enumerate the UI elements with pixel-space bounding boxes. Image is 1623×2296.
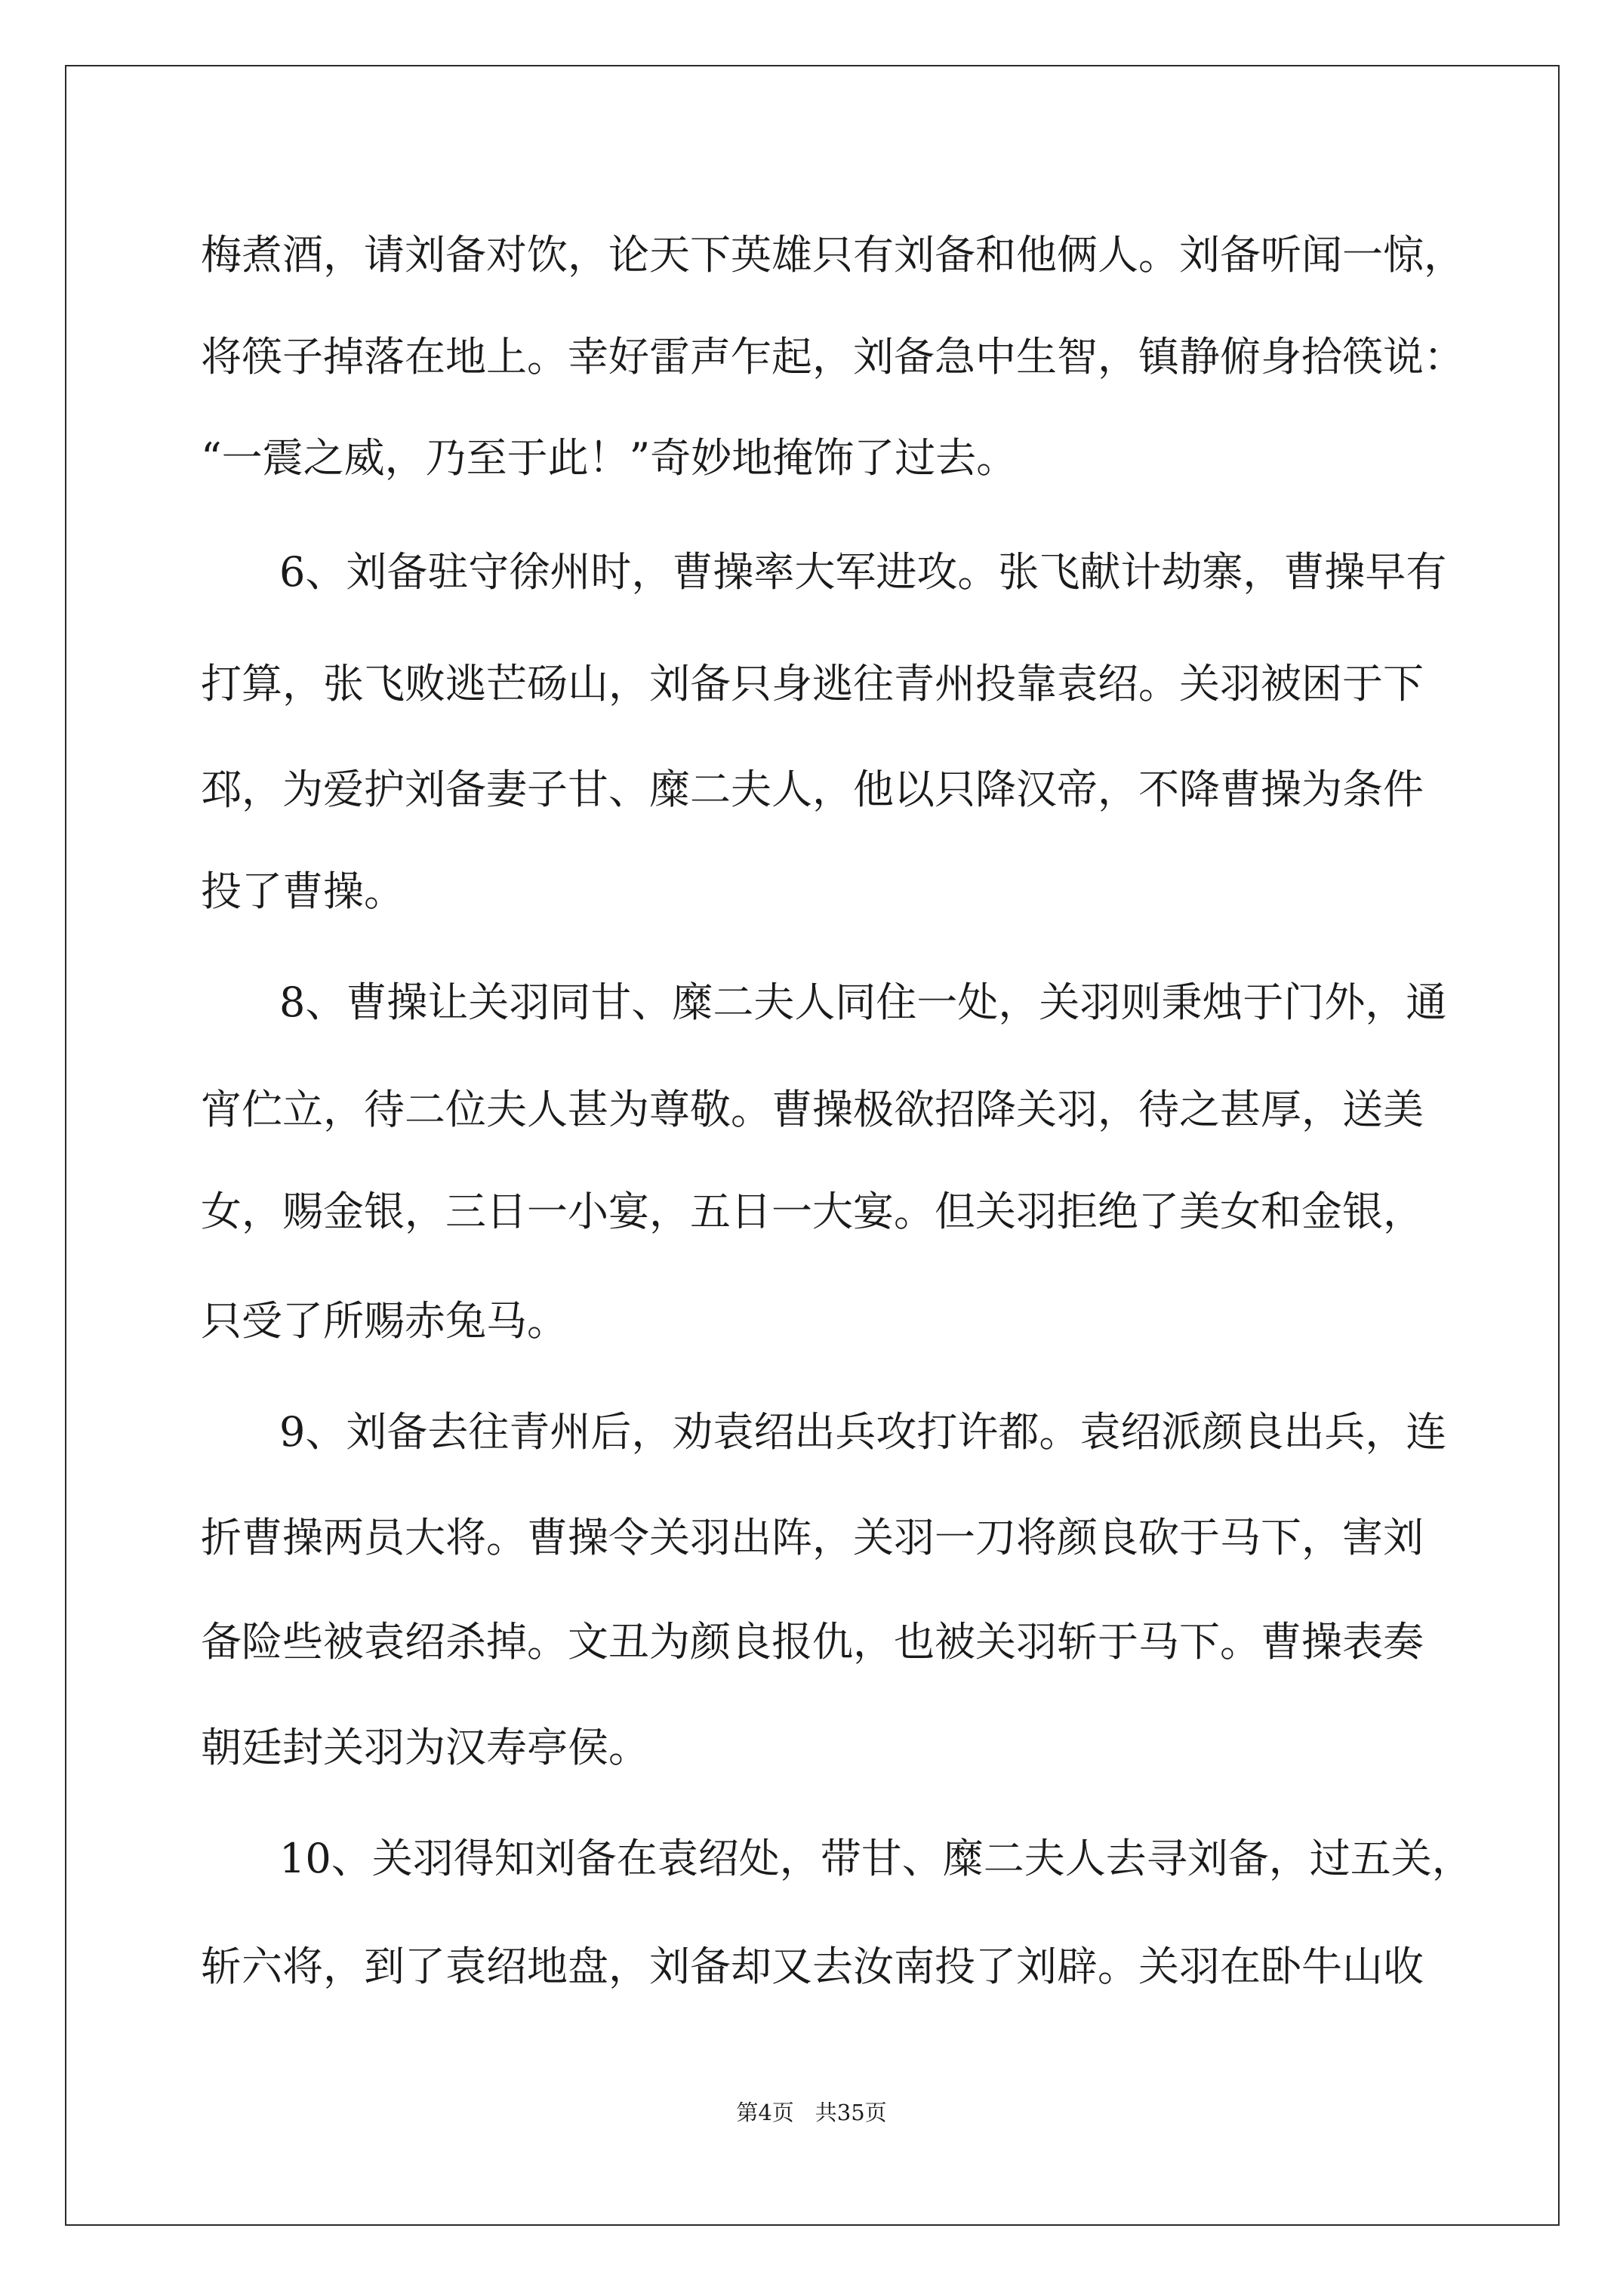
page-footer: [0, 2096, 1623, 2127]
text-line: 斩六将，到了袁绍地盘，刘备却又去汝南投了刘辟。关羽在卧牛山收: [201, 1943, 1424, 1990]
page-total: 共35页: [815, 2100, 887, 2125]
text-line: 宵伫立，待二位夫人甚为尊敬。曹操极欲招降关羽，待之甚厚，送美: [201, 1086, 1424, 1133]
text-line: 备险些被袁绍杀掉。文丑为颜良报仇，也被关羽斩于马下。曹操表奏: [201, 1618, 1424, 1666]
text-line: 女，赐金银，三日一小宴，五日一大宴。但关羽拒绝了美女和金银，: [201, 1188, 1424, 1235]
text-line: 邳，为爱护刘备妻子甘、糜二夫人，他以只降汉帝，不降曹操为条件: [201, 766, 1424, 813]
text-line: 朝廷封关羽为汉寿亭侯。: [201, 1724, 649, 1771]
text-line: 梅煮酒，请刘备对饮，论天下英雄只有刘备和他俩人。刘备听闻一惊，: [201, 231, 1464, 279]
page-number: 第4页: [736, 2100, 794, 2125]
text-line: 10、关羽得知刘备在袁绍处，带甘、糜二夫人去寻刘备，过五关，: [279, 1835, 1473, 1882]
text-line: 投了曹操。: [201, 868, 405, 915]
text-line: 将筷子掉落在地上。幸好雷声乍起，刘备急中生智，镇静俯身拾筷说：: [201, 333, 1464, 381]
text-line: 折曹操两员大将。曹操令关羽出阵，关羽一刀将颜良砍于马下，害刘: [201, 1514, 1424, 1561]
text-line: “一震之威，乃至于此！”奇妙地掩饰了过去。: [201, 434, 1018, 482]
text-line: 打算，张飞败逃芒砀山，刘备只身逃往青州投靠袁绍。关羽被困于下: [201, 660, 1424, 707]
text-line: 9、刘备去往青州后，劝袁绍出兵攻打许都。袁绍派颜良出兵，连: [279, 1408, 1447, 1456]
text-line: 6、刘备驻守徐州时，曹操率大军进攻。张飞献计劫寨，曹操早有: [279, 548, 1447, 596]
text-line: 8、曹操让关羽同甘、糜二夫人同住一处，关羽则秉烛于门外，通: [279, 978, 1447, 1026]
text-line: 只受了所赐赤兔马。: [201, 1297, 568, 1345]
page-border: [65, 65, 1560, 2226]
